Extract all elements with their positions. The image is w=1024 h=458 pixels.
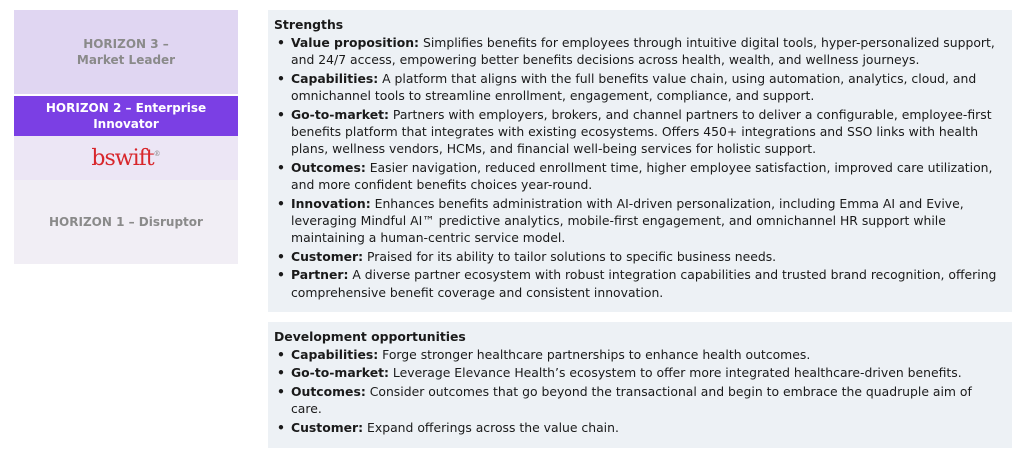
strengths-list xyxy=(274,34,1006,301)
item-text: Praised for its ability to tailor solutions to specific business needs. xyxy=(363,248,777,264)
list-item xyxy=(274,248,1006,265)
item-label: Innovation: xyxy=(291,195,371,211)
item-text: Partners with employers, brokers, and channel partners to deliver a configurable, employee-first benefits platform that integrates with existing ecosystems. Offers 450+ integrations and SSO links with health plans, wellness vendors, HCMs, and financial well-being services for holistic support. xyxy=(291,106,992,157)
development-title: Development opportunities xyxy=(274,329,466,344)
horizon-2-subtitle: Innovator xyxy=(93,117,159,131)
item-label: Outcomes: xyxy=(291,383,366,399)
item-label: Value proposition: xyxy=(291,35,420,50)
bullet: • xyxy=(277,35,285,50)
list-item xyxy=(274,70,1006,105)
bullet: • xyxy=(277,195,285,211)
item-text: Expand offerings across the value chain. xyxy=(363,419,619,435)
horizon-column xyxy=(14,10,238,264)
horizon-3-title: HORIZON 3 – xyxy=(83,37,169,51)
horizon-1-box xyxy=(14,180,238,264)
bullet: • xyxy=(277,267,285,283)
item-label: Outcomes: xyxy=(291,159,366,175)
company-logo xyxy=(91,146,160,171)
item-label: Capabilities: xyxy=(291,70,379,86)
company-logo-text: bswift xyxy=(91,145,154,171)
bullet: • xyxy=(277,159,285,175)
item-label: Customer: xyxy=(291,419,364,435)
list-item xyxy=(274,419,1006,436)
item-text: Simplifies benefits for employees through intuitive digital tools, hyper-personalized support, and 24/7 access, empowering better benefits decisions across health, wealth, and wellness journeys. xyxy=(291,35,995,68)
company-logo-box xyxy=(14,136,238,180)
strengths-title: Strengths xyxy=(274,17,344,32)
development-panel xyxy=(268,322,1012,448)
item-label: Go-to-market: xyxy=(291,106,389,122)
bullet: • xyxy=(277,419,285,435)
item-text: Enhances benefits administration with AI-driven personalization, including Emma AI and Evive, leveraging Mindful AI™ predictive analytics, mobile-first engagement, and omnichannel HR support while maintaining a human-centric service model. xyxy=(291,195,964,246)
list-item xyxy=(274,106,1006,158)
horizon-2-box xyxy=(14,96,238,136)
horizon-1-title: HORIZON 1 – Disruptor xyxy=(49,215,203,229)
bullet: • xyxy=(277,106,285,122)
item-label: Go-to-market: xyxy=(291,365,389,381)
horizon-3-box xyxy=(14,10,238,94)
horizon-3-subtitle: Market Leader xyxy=(76,53,176,67)
registered-mark: ® xyxy=(153,149,161,158)
item-text: Consider outcomes that go beyond the transactional and begin to embrace the quadruple aim of care. xyxy=(291,383,972,417)
item-label: Capabilities: xyxy=(291,347,379,362)
bullet: • xyxy=(277,365,285,381)
item-label: Customer: xyxy=(291,248,364,264)
horizon-2-title: HORIZON 2 – Enterprise xyxy=(45,101,207,115)
list-item xyxy=(274,364,1006,381)
item-text: A platform that aligns with the full benefits value chain, using automation, analytics, cloud, and omnichannel tools to streamline enrollment, engagement, compliance, and support. xyxy=(291,70,977,104)
list-item xyxy=(274,34,1006,69)
item-text: Leverage Elevance Health’s ecosystem to offer more integrated healthcare-driven benefits. xyxy=(388,365,962,381)
horizon-3-label xyxy=(77,36,175,68)
list-item xyxy=(274,266,1006,301)
item-text: A diverse partner ecosystem with robust integration capabilities and trusted brand recognition, offering comprehensive benefit coverage and consistent innovation. xyxy=(291,267,997,300)
item-label: Partner: xyxy=(291,267,349,283)
item-text: Easier navigation, reduced enrollment time, higher employee satisfaction, improved care utilization, and more confident benefits choices year-round. xyxy=(291,159,993,193)
bullet: • xyxy=(277,70,285,86)
list-item xyxy=(274,195,1006,247)
list-item xyxy=(274,346,1006,363)
horizon-2-label xyxy=(46,100,206,132)
development-list xyxy=(274,346,1006,436)
item-text: Forge stronger healthcare partnerships to enhance health outcomes. xyxy=(378,347,811,362)
bullet: • xyxy=(277,383,285,399)
list-item xyxy=(274,383,1006,418)
bullet: • xyxy=(277,347,285,362)
strengths-panel xyxy=(268,10,1012,312)
bullet: • xyxy=(277,248,285,264)
list-item xyxy=(274,159,1006,194)
